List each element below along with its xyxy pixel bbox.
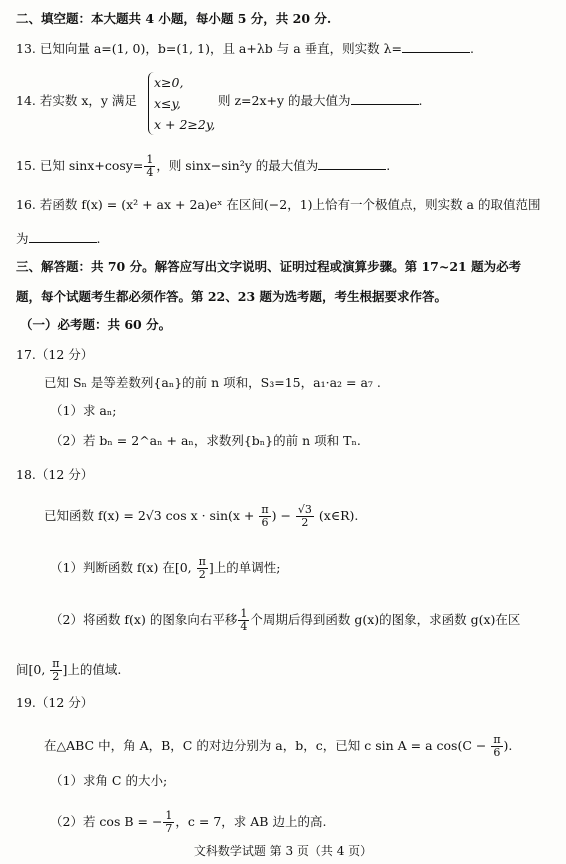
q16-end: .	[96, 231, 101, 246]
q14-constraint-2: x≤y,	[154, 96, 181, 111]
q18-part2	[50, 608, 520, 633]
q13-answer-blank	[402, 40, 470, 53]
q15-tail: ，则 sinx−sin²y 的最大值为	[156, 158, 319, 173]
q16-text: 若函数 f(x) = (x² + ax + 2a)eˣ 在区间(−2，1)上恰有一个极值点，则实数 a 的取值范围	[39, 197, 541, 212]
page-footer: 文科数学试题 第 3 页（共 4 页）	[193, 844, 373, 858]
q17-header: 17.（12 分）	[16, 347, 94, 362]
q18-part1-b: ]上的单调性;	[208, 560, 281, 575]
q14-tail-text: 则 z=2x+y 的最大值为	[218, 93, 351, 108]
q19-stem-b: ).	[503, 738, 513, 753]
q18-stem-a: 已知函数 f(x) = 2√3 cos x · sin(x +	[44, 508, 259, 523]
q14-answer-blank	[351, 92, 419, 105]
q18-part1-pi: π	[198, 555, 206, 568]
q17-part2: （2）若 bₙ = 2^aₙ + aₙ，求数列{bₙ}的前 n 项和 Tₙ.	[50, 433, 361, 448]
q16-line2	[16, 230, 101, 248]
q18-interval-pi-over-2	[50, 658, 61, 683]
q18-part2-a: （2）将函数 f(x) 的图象向右平移	[50, 612, 238, 627]
q19-part2-b: ，c = 7，求 AB 边上的高.	[175, 814, 327, 829]
q16-number: 16.	[16, 197, 36, 212]
q15-answer-blank	[318, 157, 386, 170]
q18-cont-two: 2	[52, 670, 60, 683]
q18-pi: π	[261, 503, 269, 516]
q16-text2: 为	[16, 231, 29, 246]
q18-part2-b: 个周期后得到函数 g(x)的图象，求函数 g(x)在区	[250, 612, 521, 627]
q18-part1-pi-over-2	[197, 556, 208, 581]
q14-constraint-3: x + 2≥2y,	[154, 117, 216, 132]
q14-constraint-system	[148, 72, 215, 135]
q14-end: .	[418, 93, 423, 108]
q15-frac-den: 4	[146, 166, 154, 179]
q19-pi: π	[493, 733, 501, 746]
q18-pi-over-6	[259, 504, 270, 529]
q18-header: 18.（12 分）	[16, 467, 94, 482]
q15-number: 15.	[16, 158, 36, 173]
q15-lead: 已知 sinx+cosy=	[39, 158, 144, 173]
q19-one: 1	[165, 809, 173, 822]
q18-part1-a: （1）判断函数 f(x) 在[0,	[50, 560, 196, 575]
q14-tail	[218, 92, 423, 110]
q19-stem-a: 在△ABC 中，角 A，B，C 的对边分别为 a，b，c，已知 c sin A = a cos(C −	[44, 738, 491, 753]
q19-seven: 7	[165, 822, 173, 835]
q14-lead: 若实数 x，y 满足	[39, 93, 137, 108]
q17-part1: （1）求 aₙ;	[50, 403, 117, 418]
q19-header: 19.（12 分）	[16, 695, 94, 710]
q18-sqrt3: √3	[297, 503, 312, 516]
q18-stem-b: ) −	[271, 508, 295, 523]
q18-four: 4	[240, 620, 248, 633]
subsection-required: （一）必考题：共 60 分。	[20, 317, 172, 332]
q19-part1: （1）求角 C 的大小;	[50, 773, 168, 788]
q18-part1-two: 2	[198, 568, 206, 581]
q14	[16, 92, 137, 110]
q15-end: .	[386, 158, 391, 173]
q18-part1	[50, 556, 280, 581]
q19-part2-a: （2）若 cos B = −	[50, 814, 163, 829]
section2-heading: 二、填空题：本大题共 4 小题，每小题 5 分，共 20 分.	[16, 11, 332, 26]
section3-heading-2: 题，每个试题考生都必须作答。第 22、23 题为选考题，考生根据要求作答。	[16, 289, 447, 304]
q18-one: 1	[240, 607, 248, 620]
q19-pi-over-6	[491, 734, 502, 759]
q19-one-seventh	[163, 810, 174, 835]
q18-two: 2	[301, 516, 309, 529]
q18-quarter	[238, 608, 249, 633]
q13-text: 已知向量 a=(1, 0)，b=(1, 1)，且 a+λb 与 a 垂直，则实数 λ=	[39, 41, 403, 56]
q19-part2	[50, 810, 326, 835]
q17-stem: 已知 Sₙ 是等差数列{aₙ}的前 n 项和，S₃=15，a₁·a₂ = a₇ .	[44, 375, 381, 390]
q13-end: .	[470, 41, 475, 56]
section3-heading-1: 三、解答题：共 70 分。解答应写出文字说明、证明过程或演算步骤。第 17~21 题为必考	[16, 259, 522, 274]
q19-stem	[44, 734, 512, 759]
q18-stem	[44, 504, 358, 529]
q14-number: 14.	[16, 93, 36, 108]
q15-frac-num: 1	[146, 153, 154, 166]
q13-number: 13.	[16, 41, 36, 56]
q18-sqrt3-over-2	[296, 504, 314, 529]
q15	[16, 154, 390, 179]
q13	[16, 40, 474, 58]
q16-answer-blank	[29, 230, 97, 243]
q16-line1	[16, 196, 540, 214]
q14-constraint-1: x≥0,	[154, 75, 184, 90]
q18-six: 6	[261, 516, 269, 529]
q18-part2-d: ]上的值域.	[62, 662, 122, 677]
q15-fraction	[144, 154, 155, 179]
q18-stem-c: (x∈R).	[314, 508, 359, 523]
q19-six: 6	[493, 746, 501, 759]
q18-part2-cont	[16, 658, 121, 683]
q18-cont-pi: π	[52, 657, 60, 670]
q18-part2-c: 间[0,	[16, 662, 50, 677]
